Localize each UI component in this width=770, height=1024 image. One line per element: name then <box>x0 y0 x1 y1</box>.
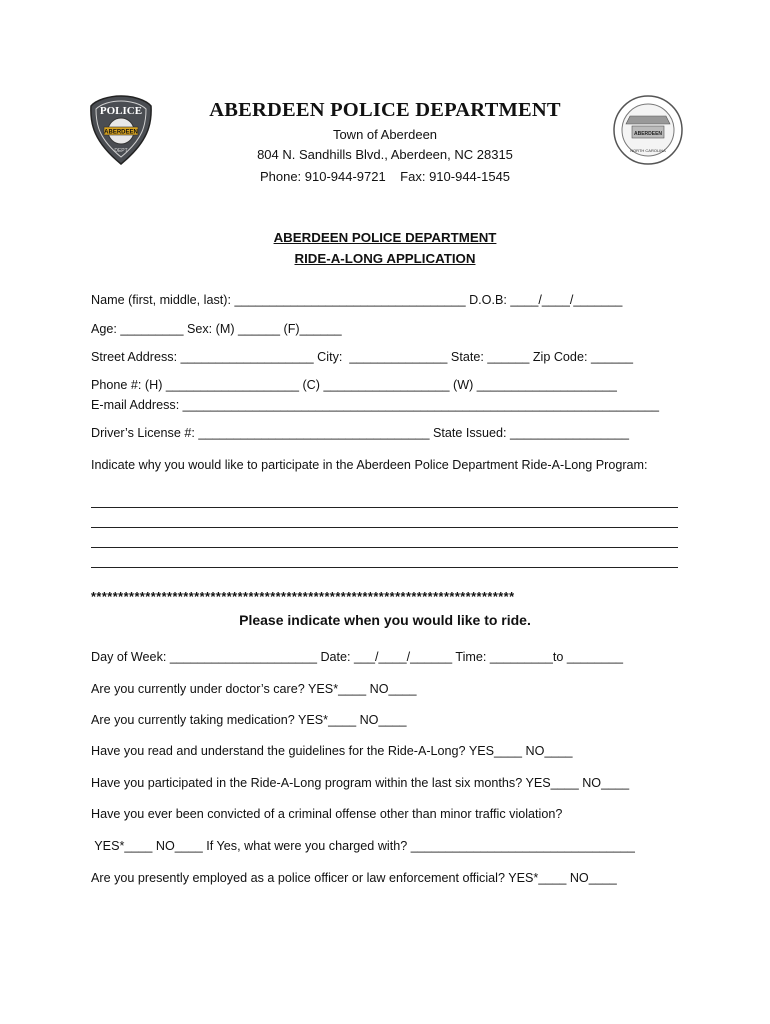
seal-text-bottom: NORTH CAROLINA <box>630 148 666 153</box>
medication-question[interactable]: Are you currently taking medication? YES*____ NO____ <box>91 713 407 727</box>
license-field[interactable]: Driver’s License #: _________________________________ State Issued: _________________ <box>91 426 630 440</box>
reason-prompt: Indicate why you would like to participate in the Aberdeen Police Department Ride-A-Long Program: <box>91 458 648 472</box>
reason-line-3[interactable] <box>91 547 678 548</box>
town-name: Town of Aberdeen <box>332 127 438 142</box>
email-field[interactable]: E-mail Address: ____________________________________________________________________ <box>91 398 659 412</box>
convicted-question: Have you ever been convicted of a criminal offense other than minor traffic violation? <box>91 807 563 821</box>
badge-text-top: POLICE <box>99 105 143 117</box>
employed-question[interactable]: Are you presently employed as a police officer or law enforcement official? YES*____ NO____ <box>91 871 617 885</box>
participated-question[interactable]: Have you participated in the Ride-A-Long program within the last six months? YES____ NO____ <box>91 776 630 790</box>
page-title: ABERDEEN POLICE DEPARTMENT <box>209 99 561 121</box>
separator-stars: ****************************************************************************** <box>91 589 515 604</box>
badge-text-bottom: DEPT <box>114 148 128 154</box>
reason-line-4[interactable] <box>91 567 678 568</box>
reason-line-1[interactable] <box>91 507 678 508</box>
ride-time-heading: Please indicate when you would like to ride. <box>239 612 531 628</box>
phone-field[interactable]: Phone #: (H) ___________________ (C) __________________ (W) ____________________ <box>91 378 617 392</box>
form-title: RIDE-A-LONG APPLICATION <box>294 251 476 266</box>
guidelines-question[interactable]: Have you read and understand the guidelines for the Ride-A-Long? YES____ NO____ <box>91 744 573 758</box>
reason-line-2[interactable] <box>91 527 678 528</box>
dept-heading: ABERDEEN POLICE DEPARTMENT <box>273 230 497 245</box>
badge-text-mid: ABERDEEN <box>104 129 138 136</box>
address: 804 N. Sandhills Blvd., Aberdeen, NC 28315 <box>257 147 513 162</box>
convicted-answer-field[interactable]: YES*____ NO____ If Yes, what were you charged with? ________________________________ <box>91 839 635 853</box>
seal-text: ABERDEEN <box>633 131 663 137</box>
contact-info: Phone: 910-944-9721 Fax: 910-944-1545 <box>259 169 511 184</box>
street-address-field[interactable]: Street Address: ___________________ City: ______________ State: ______ Zip Code: ______ <box>91 350 633 364</box>
name-dob-field[interactable]: Name (first, middle, last): _________________________________ D.O.B: ____/____/_______ <box>91 293 623 307</box>
age-sex-field[interactable]: Age: _________ Sex: (M) ______ (F)______ <box>91 322 342 336</box>
day-date-time-field[interactable]: Day of Week: _____________________ Date: ___/____/______ Time: _________to ________ <box>91 650 623 664</box>
doctor-care-question[interactable]: Are you currently under doctor’s care? YES*____ NO____ <box>91 682 417 696</box>
